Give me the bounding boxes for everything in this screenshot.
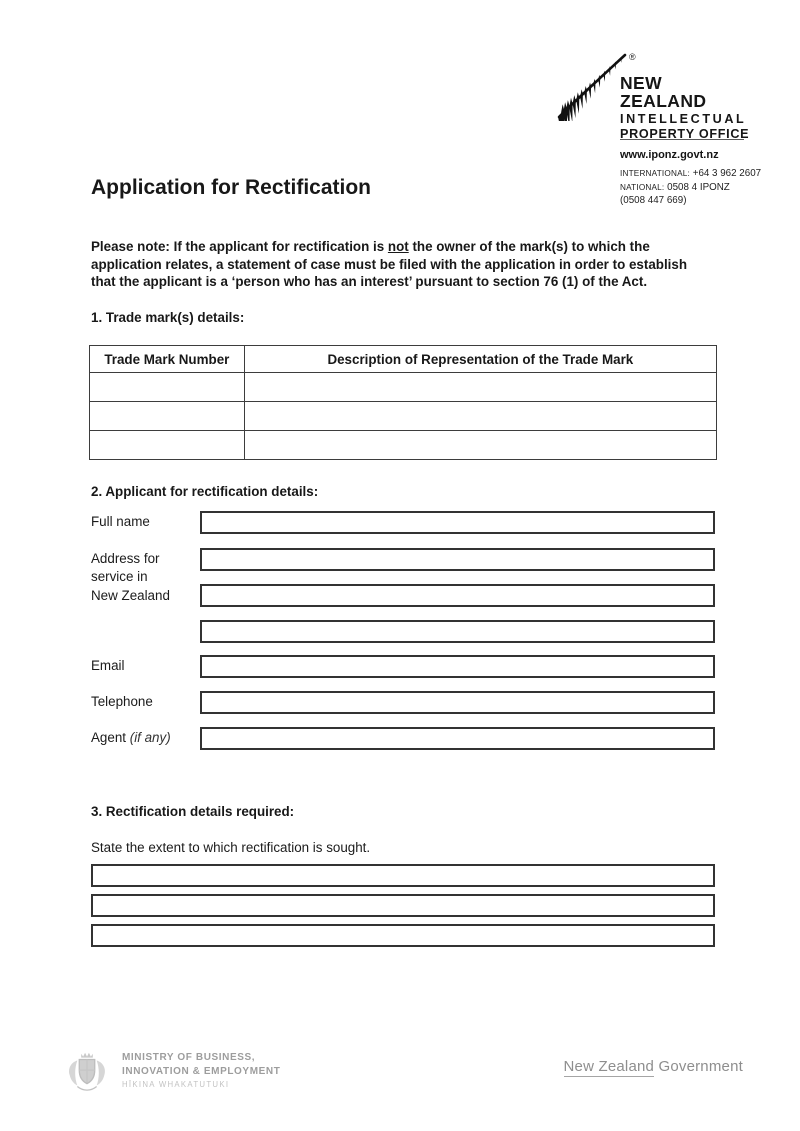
cell-description-1[interactable] <box>244 373 716 402</box>
col-header-description: Description of Representation of the Trade Mark <box>244 346 716 373</box>
page-title: Application for Rectification <box>91 176 372 199</box>
ministry-line-2: INNOVATION & EMPLOYMENT <box>122 1065 281 1077</box>
ministry-line-1: MINISTRY OF BUSINESS, <box>122 1052 256 1063</box>
rectification-line1-field[interactable] <box>91 864 715 887</box>
registered-trademark-icon: ® <box>629 52 636 62</box>
table-row <box>90 373 717 402</box>
cell-description-2[interactable] <box>244 402 716 431</box>
national-phone: NATIONAL: 0508 4 IPONZ <box>620 181 730 193</box>
cell-number-1[interactable] <box>90 373 245 402</box>
ministry-line-3: HĪKINA WHAKATUTUKI <box>122 1080 230 1089</box>
address-line3-field[interactable] <box>200 620 715 643</box>
rectification-line2-field[interactable] <box>91 894 715 917</box>
table-header-row <box>90 346 717 373</box>
email-field[interactable] <box>200 655 715 678</box>
cell-description-3[interactable] <box>244 431 716 460</box>
full-name-field[interactable] <box>200 511 715 534</box>
agent-label: Agent (if any) <box>91 730 171 745</box>
col-header-trademark-number: Trade Mark Number <box>90 346 245 373</box>
logo-line-2: INTELLECTUAL <box>620 112 747 126</box>
agent-if-any-note: (if any) <box>129 730 171 745</box>
international-phone: INTERNATIONAL: +64 3 962 2607 <box>620 168 762 179</box>
address-line2-field[interactable] <box>200 584 715 607</box>
national-phone-alt: (0508 447 669) <box>620 195 687 206</box>
iponz-logo-text <box>620 75 750 140</box>
rectification-instruction: State the extent to which rectification is sought. <box>91 840 371 855</box>
website-url: www.iponz.govt.nz <box>620 149 719 161</box>
cell-number-2[interactable] <box>90 402 245 431</box>
telephone-label: Telephone <box>91 694 153 709</box>
logo-line-3: PROPERTY OFFICE <box>620 126 750 141</box>
rectification-line3-field[interactable] <box>91 924 715 947</box>
please-note-paragraph: Please note: If the applicant for rectification is not the owner of the mark(s) to which the application relates, a statement of case must be filed with the application in order to establish that the applicant is a ‘person who has an interest’ pursuant to section 76 (1) of the Act. <box>91 239 688 290</box>
table-row <box>90 402 717 431</box>
address-for-service-label: Address for service in New Zealand <box>91 551 170 603</box>
agent-field[interactable] <box>200 727 715 750</box>
ministry-logo-text <box>122 1052 280 1090</box>
email-label: Email <box>91 658 125 673</box>
address-line1-field[interactable] <box>200 548 715 571</box>
logo-line-1: NEW ZEALAND <box>620 73 707 111</box>
coat-of-arms-icon <box>60 1046 114 1100</box>
table-row <box>90 431 717 460</box>
trademark-table <box>89 345 717 460</box>
silver-fern-icon <box>549 47 631 121</box>
full-name-label: Full name <box>91 514 150 529</box>
section1-heading: 1. Trade mark(s) details: <box>91 310 245 325</box>
contact-block <box>620 139 762 209</box>
section2-heading: 2. Applicant for rectification details: <box>91 484 319 499</box>
cell-number-3[interactable] <box>90 431 245 460</box>
nz-government-logo: New Zealand Government <box>563 1058 743 1075</box>
underlined-not: not <box>387 239 409 254</box>
section3-heading: 3. Rectification details required: <box>91 804 295 819</box>
telephone-field[interactable] <box>200 691 715 714</box>
